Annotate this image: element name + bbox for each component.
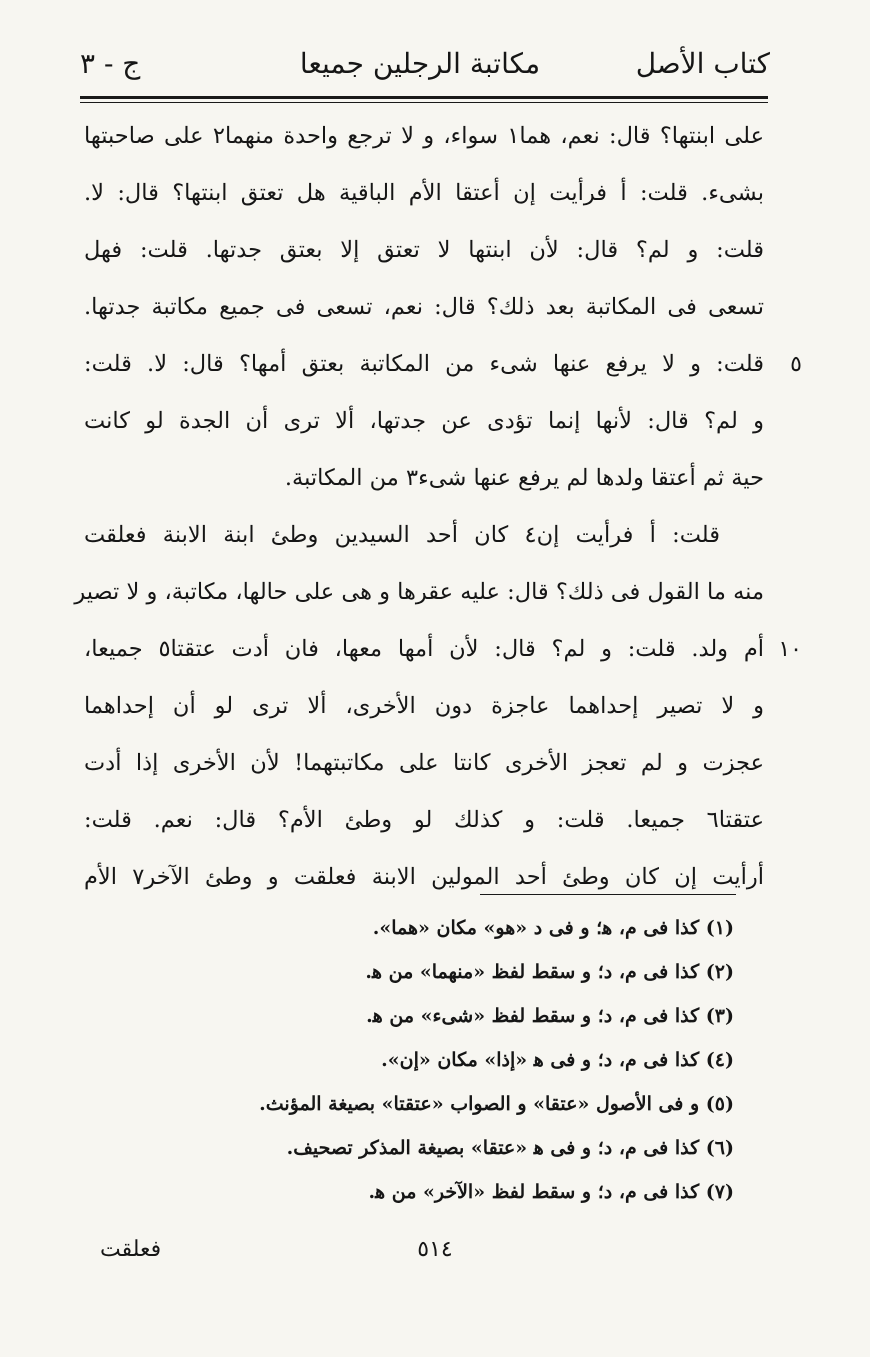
line-text: قلت: أ فرأيت إن٤ كان أحد السيدين وطئ ابنة الابنة فعلقت [84,522,721,548]
text-line [84,849,764,906]
volume-label: ج - ٣ [80,47,141,80]
header-rule-thick [80,96,768,99]
line-text: منه ما القول فى ذلك؟ قال: عليه عقرها و هى على حالها، مكاتبة، و لا تصير [74,579,764,605]
text-line [84,165,764,222]
footnote-rule [480,894,736,895]
line-text: عجزت و لم تعجز الأخرى كانتا على مكاتبتهما! لأن الأخرى إذا أدت [84,750,764,776]
header-rule-thin [80,102,768,103]
line-text: حية ثم أعتقا ولدها لم يرفع عنها شىء٣ من المكاتبة. [284,465,764,491]
text-line [84,735,764,792]
line-text: و لم؟ قال: لأنها إنما تؤدى عن جدتها، ألا ترى أن الجدة لو كانت [84,408,764,434]
running-header [70,40,770,92]
line-number: ٥ [790,352,802,377]
text-line [74,564,764,621]
chapter-title: مكاتبة الرجلين جميعا [299,47,541,80]
line-text: و لا تصير إحداهما عاجزة دون الأخرى، ألا ترى لو أن إحداهما [84,693,764,719]
footnote: (٣) كذا فى م، د؛ و سقط لفظ «شىء» من ﻫ. [366,1005,734,1027]
text-line [84,678,764,735]
text-line [84,279,764,336]
line-text: قلت: و لم؟ قال: لأن ابنتها لا تعتق إلا بعتق جدتها. قلت: فهل [84,237,764,263]
line-text: قلت: و لا يرفع عنها شىء من المكاتبة بعتق أمها؟ قال: لا. قلت: [84,351,764,377]
footnotes [174,906,734,1214]
footnote: (٢) كذا فى م، د؛ و سقط لفظ «منهما» من ﻫ. [365,961,734,983]
text-line [84,393,764,450]
line-text: أرأيت إن كان وطئ أحد المولين الابنة فعلقت و وطئ الآخر٧ الأم [84,864,764,890]
footnote: (٦) كذا فى م، د؛ و فى ﻫ «عتقا» بصيغة المذكر تصحيف. [286,1137,734,1159]
line-text: أم ولد. قلت: و لم؟ قال: لأن أمها معها، فان أدت عتقتا٥ جميعا، [84,636,764,662]
catchword: فعلقت [100,1237,162,1262]
line-text: تسعى فى المكاتبة بعد ذلك؟ قال: نعم، تسعى فى جميع مكاتبة جدتها. [84,294,764,320]
text-line [84,450,764,507]
text-line [84,792,764,849]
line-number: ١٠ [778,637,802,662]
footnote: (٧) كذا فى م، د؛ و سقط لفظ «الآخر» من ﻫ. [368,1181,734,1203]
text-line [84,621,802,678]
text-line [84,222,764,279]
footnote: (٥) و فى الأصول «عتقا» و الصواب «عتقتا» بصيغة المؤنث. [259,1093,734,1115]
text-line [84,507,764,564]
page-number: ٥١٤ [417,1237,453,1262]
text-line [84,336,802,393]
footnote: (١) كذا فى م، ﻫ؛ و فى د «هو» مكان «هما». [372,917,734,939]
text-line [84,108,764,165]
footnote: (٤) كذا فى م، د؛ و فى ﻫ «إذا» مكان «إن». [381,1049,734,1071]
book-title: كتاب الأصل [635,47,770,80]
line-text: عتقتا٦ جميعا. قلت: و كذلك لو وطئ الأم؟ قال: نعم. قلت: [84,807,764,833]
main-text [74,108,802,906]
line-text: على ابنتها؟ قال: نعم، هما١ سواء، و لا ترجع واحدة منهما٢ على صاحبتها [84,123,765,149]
line-text: بشىء. قلت: أ فرأيت إن أعتقا الأم الباقية هل تعتق ابنتها؟ قال: لا. [84,180,764,206]
